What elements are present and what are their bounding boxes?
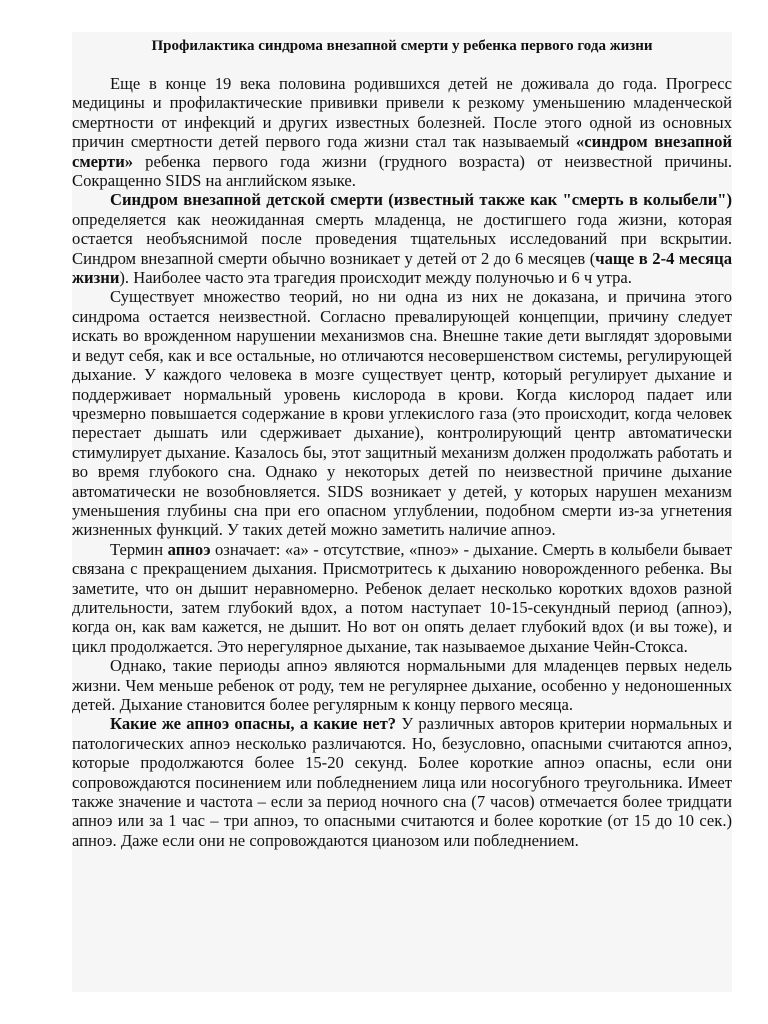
paragraph <box>72 190 732 287</box>
text-run: определяется как неожиданная смерть младенца, не достигшего года жизни, которая остается необъяснимой после проведения тщательных исследований при вскрытии. Синдром внезапной смерти обычно возникает у детей от 2 до 6 месяцев ( <box>72 209 732 268</box>
text-run: означает: «а» - отсутствие, «пноэ» - дыхание. Смерть в колыбели бывает связана с прекращением дыхания. Присмотритесь к дыханию новорожденного ребенка. Вы заметите, что он дышит неравномерно. Ребенок делает несколько коротких вдохов разной длительности, затем глубокий вдох, а потом наступает 10-15-секундный период (апноэ), когда он, как вам кажется, не дышит. Но вот он опять делает глубокий вдох (и вы тоже), и цикл продолжается. Это нерегулярное дыхание, так называемое дыхание Чейн-Стокса. <box>72 539 733 656</box>
text-run: Термин <box>110 539 168 559</box>
bold-text: Какие же апноэ опасны, а какие нет? <box>110 714 397 734</box>
paragraph <box>72 656 732 714</box>
document-body <box>72 74 732 850</box>
text-run: Существует множество теорий, но ни одна из них не доказана, и причина этого синдрома остается неизвестной. Согласно превалирующей концепции, причину следует искать во врожденном нарушении механизмов сна. Внешне такие дети выглядят здоровыми и ведут себя, как и все остальные, но отличаются несовершенством системы, регулирующей дыхание. У каждого человека в мозге существует центр, который регулирует дыхание и поддерживает нормальный уровень кислорода в крови. Когда кислород падает или чрезмерно повышается содержание в крови углекислого газа (это происходит, когда человек перестает дышать или сдерживает дыхание), контролирующий центр автоматически стимулирует дыхание. Казалось бы, этот защитный механизм должен продолжать работать и во время глубокого сна. Однако у некоторых детей по неизвестной причине дыхание автоматически не возобновляется. SIDS возникает у детей, у которых нарушен механизм уменьшения глубины сна при его опасном углублении, подобном смерти из-за угнетения жизненных функций. У таких детей можно заметить наличие апноэ. <box>72 287 732 540</box>
paragraph <box>72 714 732 850</box>
text-run: Однако, такие периоды апноэ являются нормальными для младенцев первых недель жизни. Чем меньше ребенок от роду, тем не регулярнее дыхание, особенно у недоношенных детей. Дыхание становится более регулярным к концу первого месяца. <box>72 656 732 714</box>
bold-text: Синдром внезапной детской смерти (известный также как "смерть в колыбели") <box>110 190 732 210</box>
text-run: ребенка первого года жизни (грудного возраста) от неизвестной причины. Сокращенно SIDS на английском языке. <box>72 151 732 191</box>
document-page <box>72 32 732 992</box>
paragraph <box>72 540 732 656</box>
text-run: У различных авторов критерии нормальных и патологических апноэ несколько различаются. Но, безусловно, опасными считаются апноэ, которые продолжаются более 15-20 секунд. Более короткие апноэ опасны, если они сопровождаются посинением или побледнением лица или носогубного треугольника. Имеет также значение и частота – если за период ночного сна (7 часов) отмечается более тридцати апноэ или за 1 час – три апноэ, то опасными считаются и более короткие (от 15 до 10 сек.) апноэ. Даже если они не сопровождаются цианозом или побледнением. <box>72 714 732 850</box>
bold-text: апноэ <box>167 539 211 559</box>
bold-text: «синдром внезапной смерти» <box>72 132 733 171</box>
bold-text: чаще в 2-4 месяца жизни <box>72 248 732 288</box>
paragraph <box>72 287 732 539</box>
document-title: Профилактика синдрома внезапной смерти у ребенка первого года жизни <box>151 38 653 54</box>
text-run: ). Наиболее часто эта трагедия происходит между полуночью и 6 ч утра. <box>119 268 632 288</box>
text-run: Еще в конце 19 века половина родившихся детей не доживала до года. Прогресс медицины и профилактические прививки привели к резкому уменьшению младенческой смертности от инфекций и других известных болезней. После этого одной из основных причин смертности детей первого года жизни стал так называемый <box>72 74 732 152</box>
paragraph <box>72 74 732 190</box>
